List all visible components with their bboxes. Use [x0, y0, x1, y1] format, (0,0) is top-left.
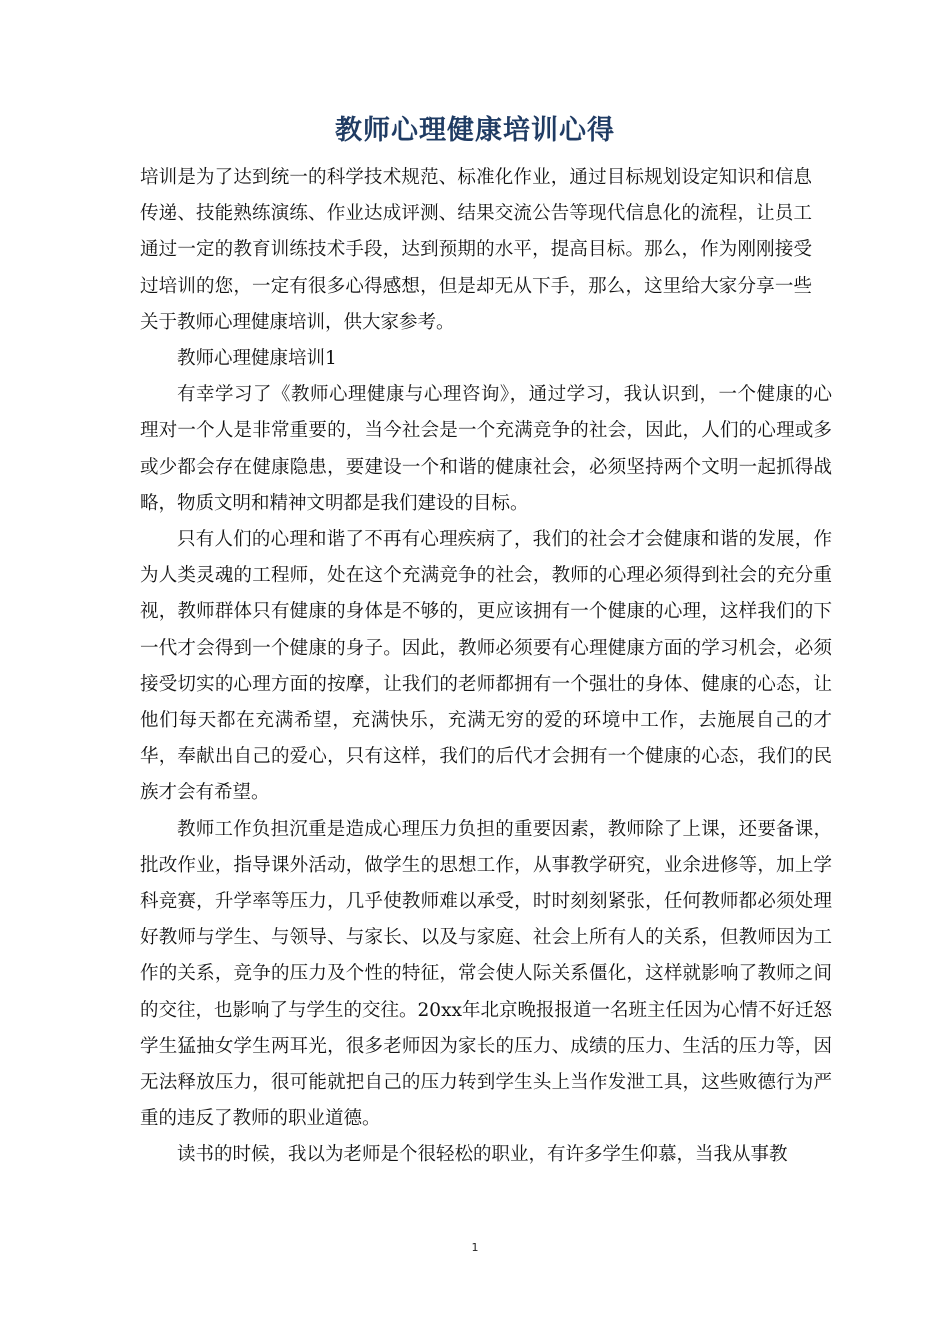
document-title: 教师心理健康培训心得 — [335, 115, 615, 146]
page-number: 1 — [471, 1241, 479, 1254]
body-paragraph: 有幸学习了《教师心理健康与心理咨询》，通过学习，我认识到，一个健康的心理对一个人是非常重要的，当今社会是一个充满竞争的社会，因此，人们的心理或多或少都会存在健康隐患，要建设一个和谐的健康社会，必须坚持两个文明一起抓得战略，物质文明和精神文明都是我们建设的目标。 — [140, 384, 832, 514]
body-paragraph: 教师工作负担沉重是造成心理压力负担的重要因素，教师除了上课，还要备课，批改作业，指导课外活动，做学生的思想工作，从事教学研究，业余进修等，加上学科竞赛，升学率等压力，几乎使教师难以承受，时时刻刻紧张，任何教师都必须处理好教师与学生、与领导、与家长、以及与家庭、社会上所有人的关系，但教师因为工作的关系，竞争的压力及个性的特征，常会使人际关系僵化，这样就影响了教师之间的交往，也影响了与学生的交往。20xx年北京晚报报道一名班主任因为心情不好迁怒学生猛抽女学生两耳光，很多老师因为家长的压力、成绩的压力、生活的压力等，因无法释放压力，很可能就把自己的压力转到学生头上当作发泄工具，这些败德行为严重的违反了教师的职业道德。 — [140, 818, 832, 1130]
document-body — [140, 160, 832, 1174]
section-heading: 教师心理健康培训1 — [177, 348, 337, 370]
body-paragraph: 只有人们的心理和谐了不再有心理疾病了，我们的社会才会健康和谐的发展，作为人类灵魂的工程师，处在这个充满竞争的社会，教师的心理必须得到社会的充分重视，教师群体只有健康的身体是不够的，更应该拥有一个健康的心理，这样我们的下一代才会得到一个健康的身子。因此，教师必须要有心理健康方面的学习机会，必须接受切实的心理方面的按摩，让我们的老师都拥有一个强壮的身体、健康的心态，让他们每天都在充满希望，充满快乐，充满无穷的爱的环境中工作，去施展自己的才华，奉献出自己的爱心，只有这样，我们的后代才会拥有一个健康的心态，我们的民族才会有希望。 — [140, 529, 832, 804]
body-paragraph: 读书的时候，我以为老师是个很轻松的职业，有许多学生仰慕，当我从事教 — [177, 1144, 788, 1166]
intro-paragraph: 培训是为了达到统一的科学技术规范、标准化作业，通过目标规划设定知识和信息传递、技能熟练演练、作业达成评测、结果交流公告等现代信息化的流程，让员工通过一定的教育训练技术手段，达到预期的水平，提高目标。那么，作为刚刚接受过培训的您，一定有很多心得感想，但是却无从下手，那么，这里给大家分享一些关于教师心理健康培训，供大家参考。 — [140, 167, 812, 333]
